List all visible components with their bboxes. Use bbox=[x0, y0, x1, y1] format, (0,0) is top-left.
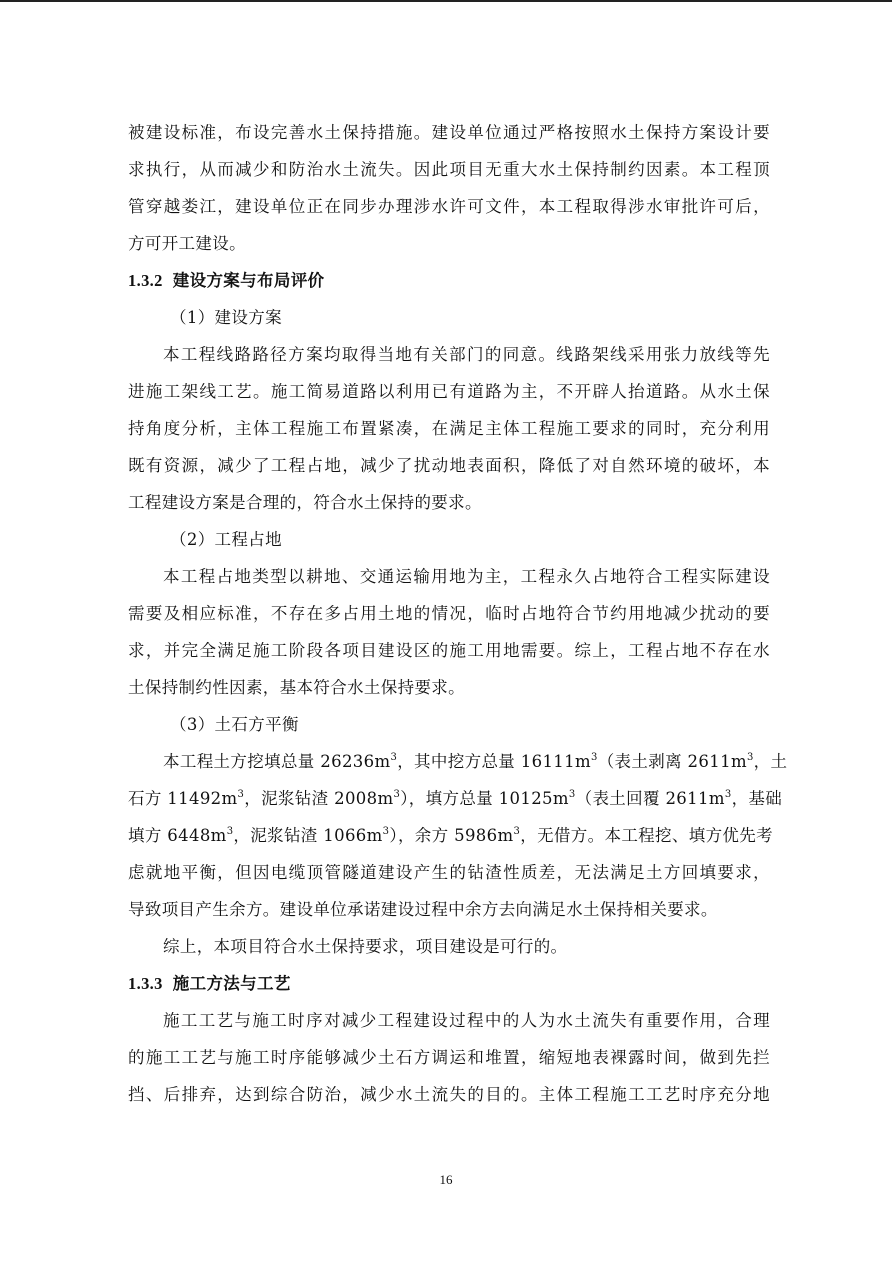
text-line: 挡、后排弃，达到综合防治，减少水土流失的目的。主体工程施工工艺时序充分地 bbox=[128, 1085, 770, 1104]
superscript: 3 bbox=[237, 788, 245, 800]
text-line: 求，并完全满足施工阶段各项目建设区的施工用地需要。综上，工程占地不存在水 bbox=[128, 641, 770, 660]
text-line: 综上，本项目符合水土保持要求，项目建设是可行的。 bbox=[163, 937, 568, 956]
text-run: 本工程土方挖填总量 26236m bbox=[163, 752, 391, 771]
text-run: （表土剥离 2611m bbox=[597, 752, 747, 771]
superscript: 3 bbox=[568, 788, 576, 800]
section-title: 施工方法与工艺 bbox=[172, 974, 291, 993]
text-line bbox=[128, 743, 788, 780]
superscript: 3 bbox=[724, 788, 732, 800]
text-run: ，土 bbox=[753, 752, 788, 771]
text-line: 需要及相应标准，不存在多占用土地的情况，临时占地符合节约用地减少扰动的要 bbox=[128, 604, 770, 623]
superscript: 3 bbox=[382, 825, 390, 837]
section-heading bbox=[128, 262, 770, 299]
superscript: 3 bbox=[590, 751, 598, 763]
body-text bbox=[128, 114, 788, 1113]
subsection-title: （3）土石方平衡 bbox=[170, 715, 299, 734]
subsection-title: （2）工程占地 bbox=[170, 530, 282, 549]
text-line: 虑就地平衡，但因电缆顶管隧道建设产生的钻渣性质差，无法满足土方回填要求， bbox=[128, 863, 770, 882]
superscript: 3 bbox=[746, 751, 754, 763]
text-run: ），余方 5986m bbox=[389, 826, 514, 845]
superscript: 3 bbox=[390, 751, 398, 763]
superscript: 3 bbox=[393, 788, 401, 800]
text-line bbox=[128, 780, 783, 817]
text-line: 工程建设方案是合理的，符合水土保持的要求。 bbox=[128, 493, 482, 512]
text-run: ，泥浆钻渣 1066m bbox=[233, 826, 383, 845]
text-line: 土保持制约性因素，基本符合水土保持要求。 bbox=[128, 678, 465, 697]
text-run: ，基础 bbox=[731, 789, 783, 808]
page-number: 16 bbox=[439, 1172, 453, 1187]
section-heading bbox=[128, 965, 770, 1002]
top-rule bbox=[0, 0, 892, 2]
text-line: 方可开工建设。 bbox=[128, 234, 246, 253]
text-line: 既有资源，减少了工程占地，减少了扰动地表面积，降低了对自然环境的破坏，本 bbox=[128, 456, 770, 475]
text-run: ，无借方。本工程挖、填方优先考 bbox=[520, 826, 773, 845]
text-line: 本工程占地类型以耕地、交通运输用地为主，工程永久占地符合工程实际建设 bbox=[163, 567, 770, 586]
text-line: 管穿越娄江，建设单位正在同步办理涉水许可文件，本工程取得涉水审批许可后， bbox=[128, 197, 770, 216]
text-line: 进施工架线工艺。施工简易道路以利用已有道路为主，不开辟人抬道路。从水土保 bbox=[128, 382, 770, 401]
text-run: ），填方总量 10125m bbox=[400, 789, 569, 808]
text-run: 填方 6448m bbox=[128, 826, 227, 845]
text-line: 本工程线路路径方案均取得当地有关部门的同意。线路架线采用张力放线等先 bbox=[163, 345, 770, 364]
text-line: 的施工工艺与施工时序能够减少土石方调运和堆置，缩短地表裸露时间，做到先拦 bbox=[128, 1048, 770, 1067]
text-line: 求执行，从而减少和防治水土流失。因此项目无重大水土保持制约因素。本工程顶 bbox=[128, 160, 770, 179]
text-run: ，其中挖方总量 16111m bbox=[397, 752, 591, 771]
text-line: 持角度分析，主体工程施工布置紧凑，在满足主体工程施工要求的同时，充分利用 bbox=[128, 419, 770, 438]
section-number: 1.3.2 bbox=[128, 271, 163, 290]
text-line: 被建设标准，布设完善水土保持措施。建设单位通过严格按照水土保持方案设计要 bbox=[128, 123, 770, 142]
text-line bbox=[128, 817, 773, 854]
section-number: 1.3.3 bbox=[128, 974, 163, 993]
text-line: 导致项目产生余方。建设单位承诺建设过程中余方去向满足水土保持相关要求。 bbox=[128, 900, 718, 919]
superscript: 3 bbox=[226, 825, 234, 837]
text-run: ，泥浆钻渣 2008m bbox=[244, 789, 394, 808]
text-line: 施工工艺与施工时序对减少工程建设过程中的人为水土流失有重要作用，合理 bbox=[163, 1011, 770, 1030]
section-title: 建设方案与布局评价 bbox=[172, 271, 325, 290]
superscript: 3 bbox=[513, 825, 521, 837]
text-run: 石方 11492m bbox=[128, 789, 238, 808]
text-run: （表土回覆 2611m bbox=[575, 789, 725, 808]
subsection-title: （1）建设方案 bbox=[170, 308, 282, 327]
